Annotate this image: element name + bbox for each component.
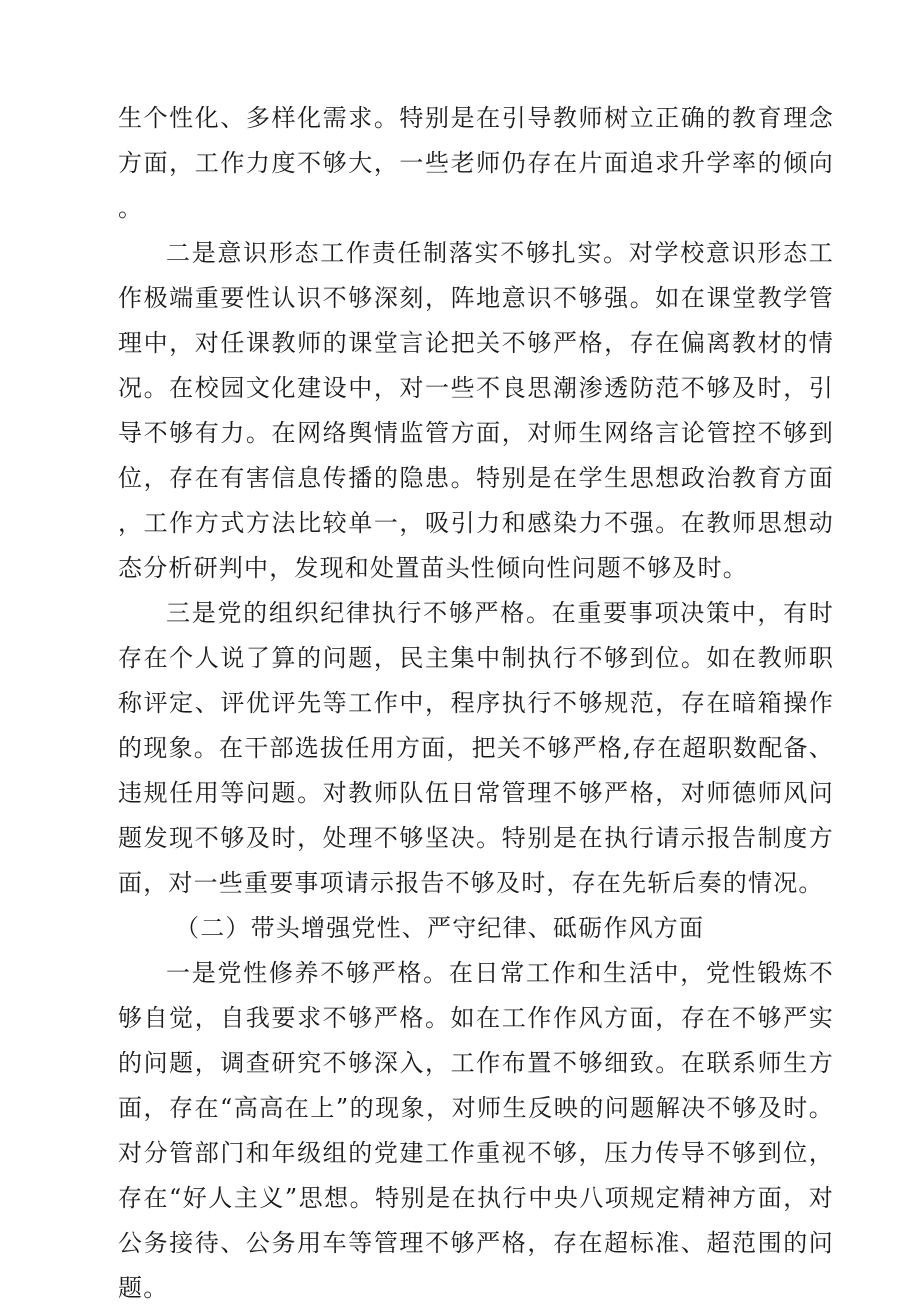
- document-body: [118, 96, 834, 1311]
- paragraph-continuation: 生个性化、多样化需求。特别是在引导教师树立正确的教育理念方面，工作力度不够大，一些老师仍存在片面追求升学率的倾向。: [118, 104, 834, 222]
- paragraph-ideology-responsibility: 二是意识形态工作责任制落实不够扎实。对学校意识形态工作极端重要性认识不够深刻，阵地意识不够强。如在课堂教学管理中，对任课教师的课堂言论把关不够严格，存在偏离教材的情况。在校园文化建设中，对一些不良思潮渗透防范不够及时，引导不够有力。在网络舆情监管方面，对师生网络言论管控不够到位，存在有害信息传播的隐患。特别是在学生思想政治教育方面，工作方式方法比较单一，吸引力和感染力不强。在教师思想动态分析研判中，发现和处置苗头性倾向性问题不够及时。: [118, 239, 834, 582]
- paragraph-party-cultivation: 一是党性修养不够严格。在日常工作和生活中，党性锻炼不够自觉，自我要求不够严格。如在工作作风方面，存在不够严实的问题，调查研究不够深入，工作布置不够细致。在联系师生方面，存在“高高在上”的现象，对师生反映的问题解决不够及时。对分管部门和年级组的党建工作重视不够，压力传导不够到位，存在“好人主义”思想。特别是在执行中央八项规定精神方面，对公务接待、公务用车等管理不够严格，存在超标准、超范围的问题。: [118, 959, 834, 1302]
- section-heading: （二）带头增强党性、严守纪律、砥砺作风方面: [175, 914, 705, 942]
- paragraph-organizational-discipline: 三是党的组织纪律执行不够严格。在重要事项决策中，有时存在个人说了算的问题，民主集中制执行不够到位。如在教师职称评定、评优评先等工作中，程序执行不够规范，存在暗箱操作的现象。在干部选拔任用方面，把关不够严格,存在超职数配备、违规任用等问题。对教师队伍日常管理不够严格，对师德师风问题发现不够及时，处理不够坚决。特别是在执行请示报告制度方面，对一些重要事项请示报告不够及时，存在先斩后奏的情况。: [118, 599, 834, 897]
